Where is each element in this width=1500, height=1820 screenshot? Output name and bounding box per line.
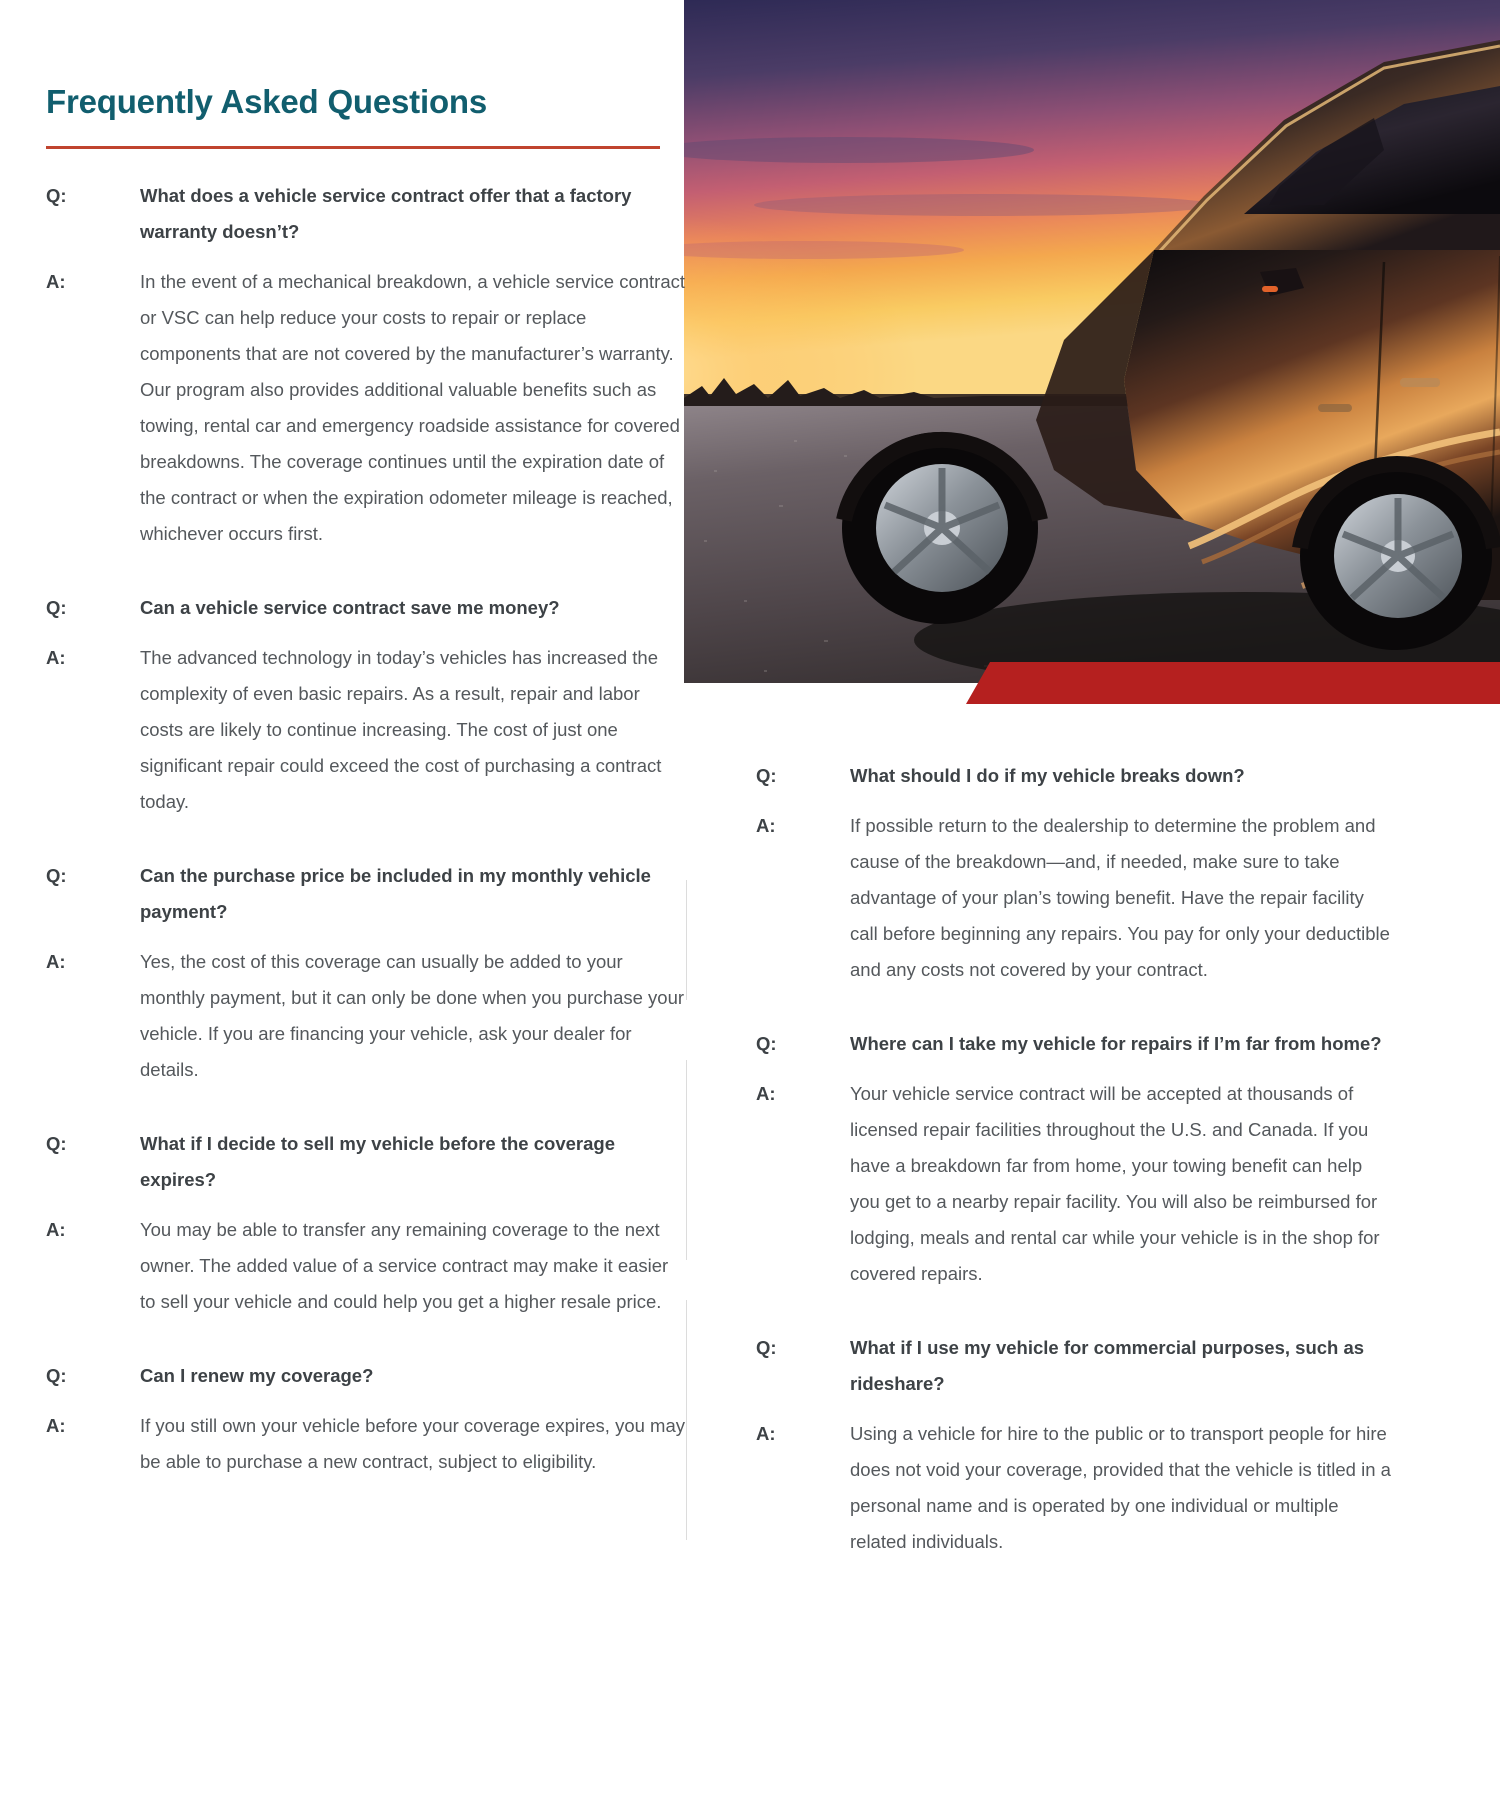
faq-answer-row: [46, 1408, 686, 1480]
answer-text: Your vehicle service contract will be accepted at thousands of licensed repair facilities throughout the U.S. and Canada. If you have a breakdown far from home, your towing benefit can help you get to a nearby repair facility. You will also be reimbursed for lodging, meals and rental car while your vehicle is in the shop for covered repairs.: [850, 1083, 1380, 1284]
faq-question-row: [46, 858, 686, 930]
question-label: Q:: [756, 1337, 777, 1358]
faq-question-row: [46, 1126, 686, 1198]
answer-text: If possible return to the dealership to determine the problem and cause of the breakdown—and, if needed, make sure to take advantage of your plan’s towing benefit. Have the repair facility call before beginning any repairs. You pay for only your deductible and any costs not covered by your contract.: [850, 815, 1390, 980]
faq-question-row: [756, 1026, 1396, 1062]
page-title: Frequently Asked Questions: [46, 83, 488, 120]
question-label: Q:: [46, 1365, 67, 1386]
question-text: Where can I take my vehicle for repairs if I’m far from home?: [850, 1033, 1382, 1054]
faq-answer-row: [756, 1416, 1396, 1560]
question-label: Q:: [46, 597, 67, 618]
answer-label: A:: [756, 1083, 776, 1104]
question-label: Q:: [46, 1133, 67, 1154]
faq-item: [46, 178, 686, 552]
question-text: Can the purchase price be included in my monthly vehicle payment?: [140, 865, 651, 922]
question-label: Q:: [46, 865, 67, 886]
faq-item: [756, 1026, 1396, 1292]
hero-car-photo: [684, 0, 1500, 683]
scan-artifact: [686, 880, 687, 1000]
faq-item: [756, 758, 1396, 988]
answer-text: If you still own your vehicle before your coverage expires, you may be able to purchase a new contract, subject to eligibility.: [140, 1415, 685, 1472]
question-label: Q:: [756, 1033, 777, 1054]
faq-answer-row: [46, 264, 686, 552]
answer-text: Yes, the cost of this coverage can usually be added to your monthly payment, but it can only be done when you purchase your vehicle. If you are financing your vehicle, ask your dealer for details.: [140, 951, 685, 1080]
answer-text: Using a vehicle for hire to the public or to transport people for hire does not void your coverage, provided that the vehicle is titled in a personal name and is operated by one individual or multiple related individuals.: [850, 1423, 1391, 1552]
answer-text: In the event of a mechanical breakdown, a vehicle service contract or VSC can help reduce your costs to repair or replace components that are not covered by the manufacturer’s warranty. Our program also provides additional valuable benefits such as towing, rental car and emergency roadside assistance for covered breakdowns. The coverage continues until the expiration date of the contract or when the expiration odometer mileage is reached, whichever occurs first.: [140, 271, 686, 544]
faq-item: [46, 590, 686, 820]
faq-question-row: [46, 1358, 686, 1394]
answer-text: You may be able to transfer any remaining coverage to the next owner. The added value of a service contract may make it easier to sell your vehicle and could help you get a higher resale price.: [140, 1219, 669, 1312]
faq-answer-row: [46, 944, 686, 1088]
question-label: Q:: [46, 185, 67, 206]
faq-right-column: [756, 758, 1396, 1598]
hero-illustration: [684, 0, 1500, 683]
faq-question-row: [756, 758, 1396, 794]
question-text: What does a vehicle service contract offer that a factory warranty doesn’t?: [140, 185, 632, 242]
answer-label: A:: [756, 1423, 776, 1444]
question-text: Can I renew my coverage?: [140, 1365, 374, 1386]
scan-artifact: [686, 1300, 687, 1540]
question-text: What should I do if my vehicle breaks down?: [850, 765, 1245, 786]
faq-answer-row: [756, 808, 1396, 988]
answer-label: A:: [46, 271, 66, 292]
faq-answer-row: [46, 1212, 686, 1320]
faq-left-column: [46, 178, 686, 1518]
faq-item: [46, 1358, 686, 1480]
faq-question-row: [756, 1330, 1396, 1402]
answer-label: A:: [46, 647, 66, 668]
faq-item: [756, 1330, 1396, 1560]
faq-question-row: [46, 178, 686, 250]
question-text: What if I use my vehicle for commercial purposes, such as rideshare?: [850, 1337, 1365, 1394]
answer-label: A:: [46, 1219, 66, 1240]
answer-label: A:: [46, 951, 66, 972]
answer-label: A:: [756, 815, 776, 836]
answer-label: A:: [46, 1415, 66, 1436]
red-accent-banner: [966, 662, 1500, 704]
title-block: [46, 84, 686, 149]
title-divider: [46, 146, 660, 149]
faq-answer-row: [756, 1076, 1396, 1292]
answer-text: The advanced technology in today’s vehicles has increased the complexity of even basic repairs. As a result, repair and labor costs are likely to continue increasing. The cost of just one significant repair could exceed the cost of purchasing a contract today.: [140, 647, 662, 812]
faq-question-row: [46, 590, 686, 626]
faq-item: [46, 1126, 686, 1320]
scan-artifact: [686, 1060, 687, 1260]
faq-item: [46, 858, 686, 1088]
question-text: Can a vehicle service contract save me money?: [140, 597, 560, 618]
faq-answer-row: [46, 640, 686, 820]
question-text: What if I decide to sell my vehicle before the coverage expires?: [140, 1133, 615, 1190]
question-label: Q:: [756, 765, 777, 786]
